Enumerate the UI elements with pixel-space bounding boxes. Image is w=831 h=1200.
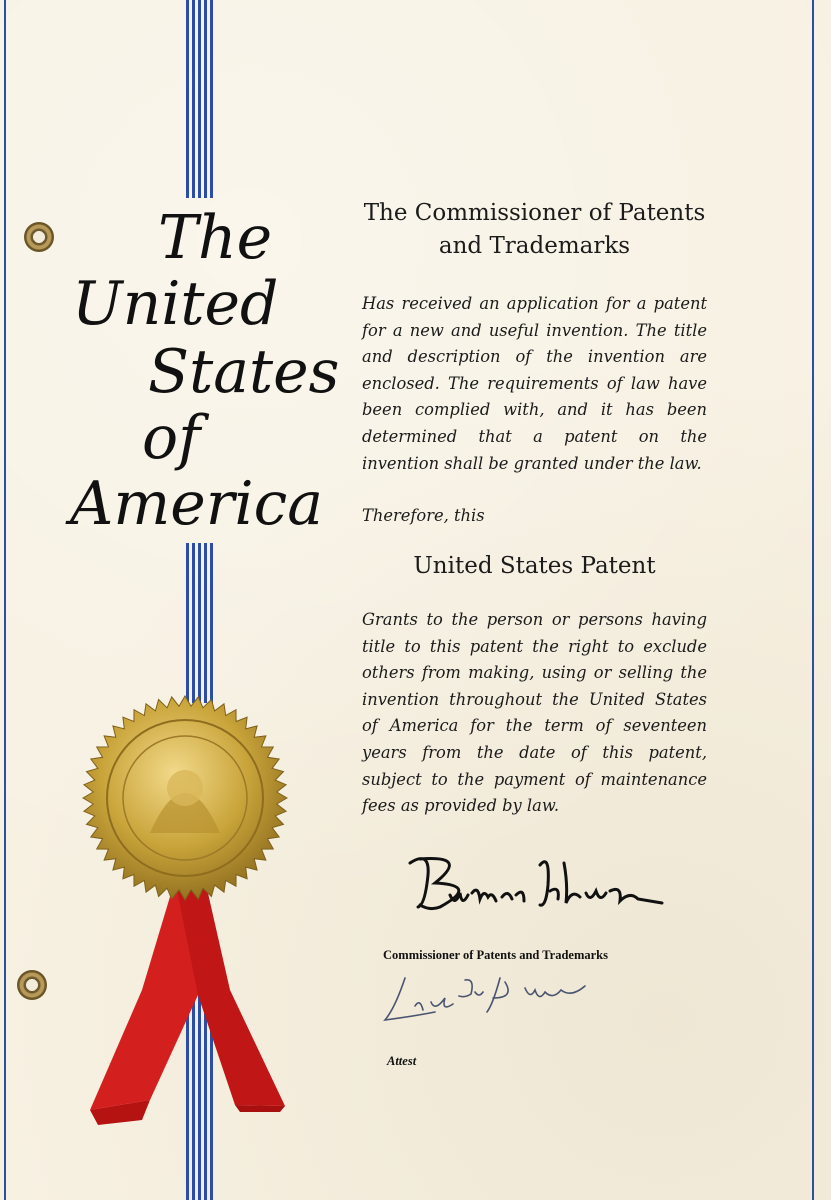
patent-title: United States Patent bbox=[413, 553, 656, 579]
application-paragraph: Has received an application for a patent for a new and useful invention. The title and description of the invention are enclosed. The requirements of law have been complied with, and it has been determined that a patent on the invention shall be granted under the law. bbox=[362, 294, 707, 473]
masthead-line: of bbox=[142, 403, 201, 473]
commissioner-heading bbox=[362, 197, 707, 263]
attest-caption: Attest bbox=[387, 1054, 417, 1068]
heading-line: and Trademarks bbox=[438, 233, 631, 259]
gold-seal-icon bbox=[80, 693, 290, 903]
masthead-line: The bbox=[158, 203, 273, 273]
heading-line: The Commissioner of Patents bbox=[363, 200, 706, 226]
blue-stripes-middle bbox=[186, 543, 214, 703]
grant-paragraph: Grants to the person or persons having title to this patent the right to exclude others from making, using or selling the invention throughout the United States of America for the term of seventeen years from the date of this patent, subject to the payment of maintenance fees as provided by law. bbox=[362, 610, 707, 816]
commissioner-caption: Commissioner of Patents and Trademarks bbox=[383, 948, 608, 962]
grommet-top bbox=[24, 222, 54, 252]
masthead-line: United bbox=[72, 269, 279, 339]
red-ribbon bbox=[80, 880, 300, 1130]
signature-attest bbox=[375, 968, 610, 1028]
signature-commissioner bbox=[400, 845, 670, 925]
grommet-bottom bbox=[17, 970, 47, 1000]
masthead-line: States bbox=[148, 337, 340, 407]
right-border-line bbox=[812, 0, 814, 1200]
masthead bbox=[60, 203, 340, 545]
therefore-text: Therefore, this bbox=[362, 506, 485, 525]
masthead-line: America bbox=[70, 469, 323, 539]
left-border-line bbox=[4, 0, 6, 1200]
blue-stripes-top bbox=[186, 0, 214, 198]
